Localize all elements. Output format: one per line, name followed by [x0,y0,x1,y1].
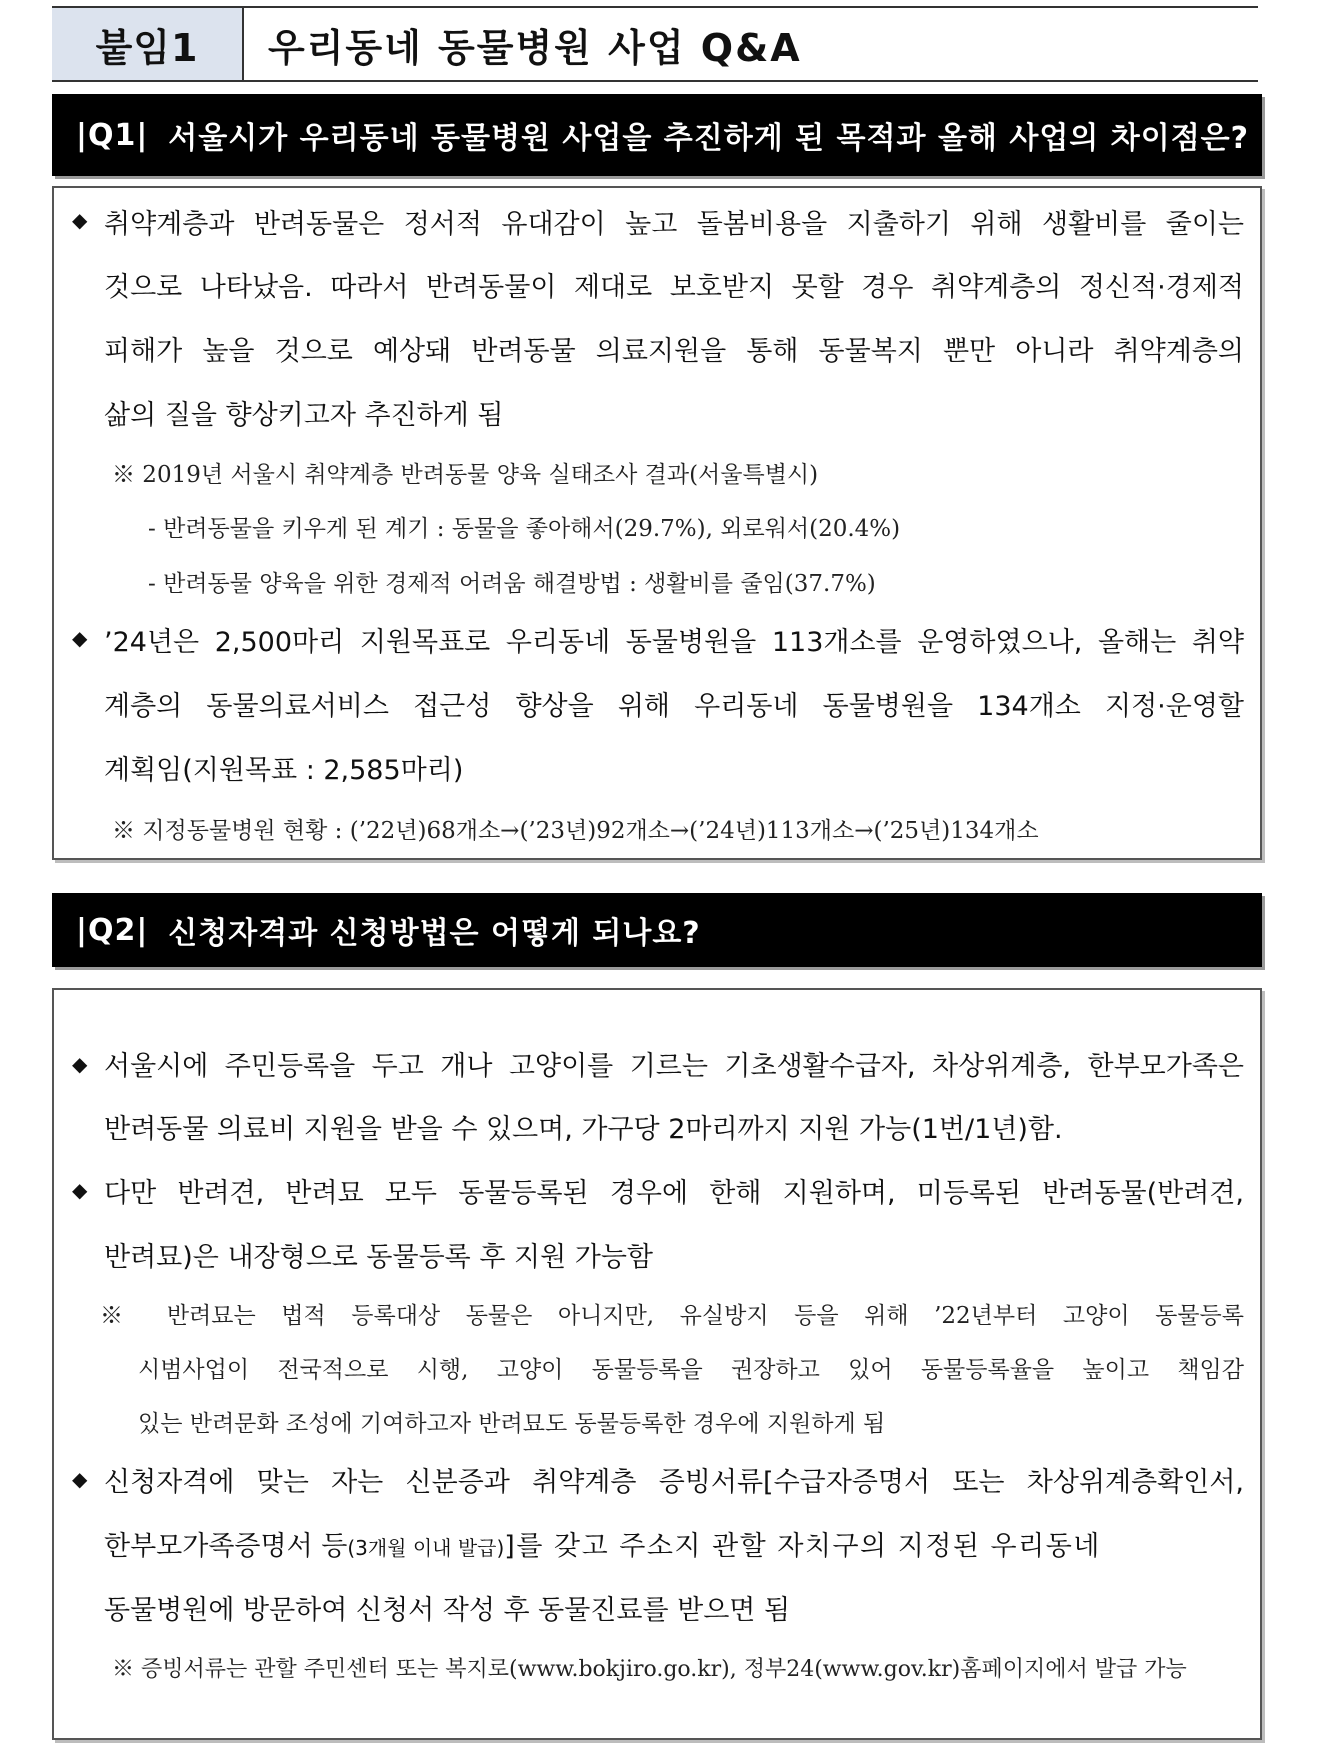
bullet-icon: ◆ [72,1178,88,1202]
paragraph-line: ’24년은 2,500마리 지원목표로 우리동네 동물병원을 113개소를 운영하였으나, 올해는 취약 [104,627,1244,658]
note-sub-item: - 반려동물 양육을 위한 경제적 어려움 해결방법 : 생활비를 줄임(37.7%) [148,571,876,597]
note-cat-registration: ※ 반려묘는 법적 등록대상 동물은 아니지만, 유실방지 등을 위해 ’22년부터 고양이 동물등록 [100,1303,1244,1329]
paragraph-line: 것으로 나타났음. 따라서 반려동물이 제대로 보호받지 못할 경우 취약계층의 정신적·경제적 [104,272,1244,303]
issue-period-note: (3개월 이내 발급) [347,1536,505,1560]
text-segment: 한부모가족증명서 등 [104,1531,348,1562]
paragraph-line: 반려묘)은 내장형으로 동물등록 후 지원 가능함 [104,1242,654,1273]
bullet-icon: ◆ [72,1467,88,1491]
question-bar-q2 [52,893,1262,967]
text-segment: ]를 갖고 주소지 관할 자치구의 지정된 우리동네 [504,1531,1101,1562]
paragraph-line: 신청자격에 맞는 자는 신분증과 취약계층 증빙서류[수급자증명서 또는 차상위계층확인서, [104,1467,1244,1498]
question-number: |Q1| [76,117,149,153]
paragraph-line: 취약계층과 반려동물은 정서적 유대감이 높고 돌봄비용을 지출하기 위해 생활비를 줄이는 [104,209,1244,240]
paragraph-line: 반려동물 의료비 지원을 받을 수 있으며, 가구당 2마리까지 지원 가능(1번/1년)함. [104,1114,1063,1145]
document-header [52,6,1258,82]
paragraph-line: 동물병원에 방문하여 신청서 작성 후 동물진료를 받으면 됨 [104,1595,791,1626]
paragraph-line: 서울시에 주민등록을 두고 개나 고양이를 기르는 기초생활수급자, 차상위계층, 한부모가족은 [104,1051,1244,1082]
note-cat-registration: 있는 반려문화 조성에 기여하고자 반려묘도 동물등록한 경우에 지원하게 됨 [138,1411,886,1437]
bullet-icon: ◆ [72,626,88,650]
note-hospital-status: ※ 지정동물병원 현황 : (’22년)68개소→(’23년)92개소→(’24년)113개소→(’25년)134개소 [112,818,1039,844]
question-number: |Q2| [76,912,149,948]
question-text: 신청자격과 신청방법은 어떻게 되나요? [168,916,701,951]
note-sub-item: - 반려동물을 키우게 된 계기 : 동물을 좋아해서(29.7%), 외로워서(20.4%) [148,516,901,542]
note-document-issue: ※ 증빙서류는 관할 주민센터 또는 복지로(www.bokjiro.go.kr), 정부24(www.gov.kr)홈페이지에서 발급 가능 [112,1657,1187,1682]
note-cat-registration: 시범사업이 전국적으로 시행, 고양이 동물등록을 권장하고 있어 동물등록율을 높이고 책임감 [138,1357,1244,1383]
paragraph-line: 다만 반려견, 반려묘 모두 동물등록된 경우에 한해 지원하며, 미등록된 반려동물(반려견, [104,1178,1244,1209]
question-text: 서울시가 우리동네 동물병원 사업을 추진하게 된 목적과 올해 사업의 차이점은? [168,121,1250,156]
question-bar-q1 [52,94,1262,176]
paragraph-line [104,1524,1244,1563]
paragraph-line: 삶의 질을 향상키고자 추진하게 됨 [104,400,504,431]
bullet-icon: ◆ [72,1052,88,1076]
attachment-tag: 붙임1 [52,8,244,80]
document-title: 우리동네 동물병원 사업 Q&A [268,25,802,70]
note-survey: ※ 2019년 서울시 취약계층 반려동물 양육 실태조사 결과(서울특별시) [112,462,819,488]
paragraph-line: 계층의 동물의료서비스 접근성 향상을 위해 우리동네 동물병원을 134개소 지정·운영할 [104,691,1244,722]
paragraph-line: 피해가 높을 것으로 예상돼 반려동물 의료지원을 통해 동물복지 뿐만 아니라 취약계층의 [104,336,1244,367]
bullet-icon: ◆ [72,208,88,232]
paragraph-line: 계획임(지원목표 : 2,585마리) [104,755,464,786]
